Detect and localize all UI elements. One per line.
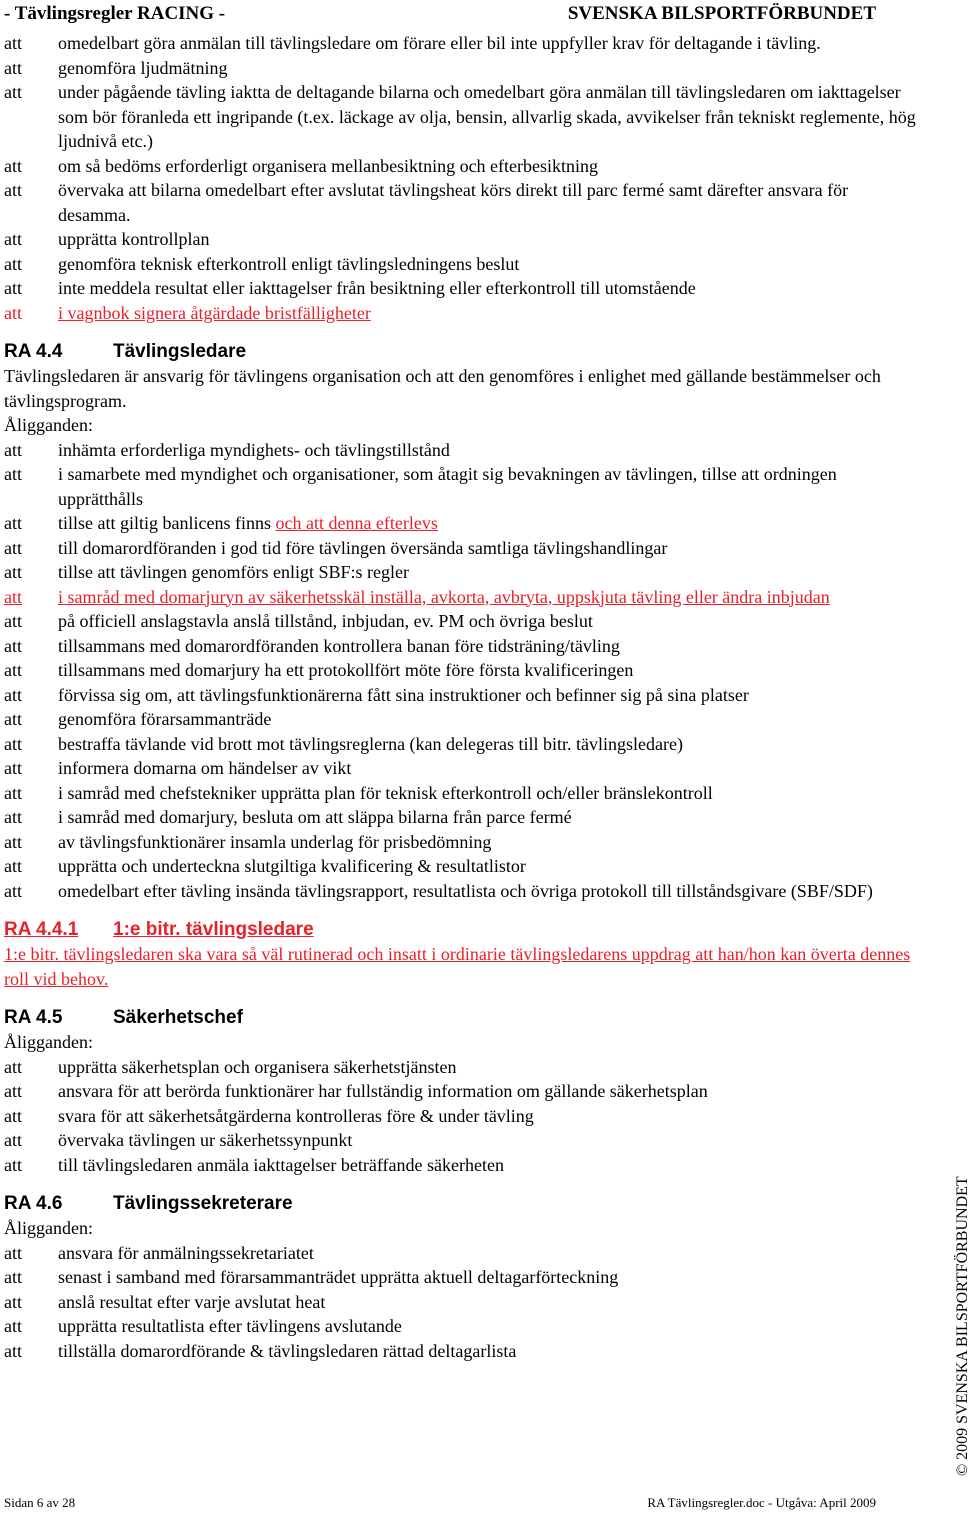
list-item: att upprätta resultatlista efter tävlingens avslutande <box>4 1316 402 1336</box>
list-item: att inhämta erforderliga myndighets- och tävlingstillstånd <box>4 439 450 460</box>
section-text-revised: 1:e bitr. tävlingsledaren ska vara så väl rutinerad och insatt i ordinarie tävlingsledarens uppdrag att han/hon kan överta dennes roll vid behov. <box>4 944 911 989</box>
list-item: att i samarbete med myndighet och organisationer, som åtagit sig bevakningen av tävlingen, tillse att ordningen upprätthålls <box>4 464 837 509</box>
section-title: Tävlingsledare <box>113 341 247 362</box>
list-item: att tillse att tävlingen genomförs enligt SBF:s regler <box>4 562 409 582</box>
duty-list-4-5 <box>4 1055 919 1178</box>
list-item: att på officiell anslagstavla anslå tillstånd, inbjudan, ev. PM och övriga beslut <box>4 611 593 631</box>
revised-text: och att denna efterlevs <box>275 513 438 533</box>
section-heading-4-4-1 <box>4 918 919 942</box>
list-item: att genomföra teknisk efterkontroll enligt tävlingsledningens beslut <box>4 253 520 274</box>
header-organization: SVENSKA BILSPORTFÖRBUNDET <box>567 3 876 24</box>
list-item: att omedelbart efter tävling insända tävlingsrapport, resultatlista och övriga protokoll till tillståndsgivare (SBF/SDF) <box>4 880 873 901</box>
list-item: att till domarordföranden i god tid före tävlingen översända samtliga tävlingshandlingar <box>4 537 668 558</box>
header-title: - Tävlingsregler RACING - <box>4 3 226 24</box>
section-title: Säkerhetschef <box>113 1007 243 1028</box>
section-heading-4-6 <box>4 1192 919 1216</box>
page-number: Sidan 6 av 28 <box>4 1495 76 1510</box>
list-item: att bestraffa tävlande vid brott mot tävlingsreglerna (kan delegeras till bitr. tävlingsledare) <box>4 733 683 754</box>
document-info: RA Tävlingsregler.doc - Utgåva: April 2009 <box>647 1495 876 1510</box>
section-number: RA 4.6 <box>4 1193 63 1214</box>
list-item: att tillse att giltig banlicens finns och att denna efterlevs <box>4 513 438 533</box>
list-item: att förvissa sig om, att tävlingsfunktionärerna fått sina instruktioner och befinner sig på sina platser <box>4 684 749 705</box>
list-item: att genomföra ljudmätning <box>4 57 228 78</box>
list-item: att informera domarna om händelser av vikt <box>4 758 352 778</box>
list-item: att om så bedöms erforderligt organisera mellanbesiktning och efterbesiktning <box>4 155 599 176</box>
duties-label: Åligganden: <box>4 415 93 435</box>
section-title: Tävlingssekreterare <box>113 1193 293 1214</box>
section-heading-4-4 <box>4 340 919 364</box>
list-item: att omedelbart göra anmälan till tävlingsledare om förare eller bil inte uppfyller krav för deltagande i tävling. <box>4 33 821 53</box>
list-item: att övervaka tävlingen ur säkerhetssynpunkt <box>4 1130 353 1150</box>
list-item: att tillställa domarordförande & tävlingsledaren rättad deltagarlista <box>4 1340 517 1361</box>
list-item: att upprätta kontrollplan <box>4 229 210 249</box>
list-item: att svara för att säkerhetsåtgärderna kontrolleras före & under tävling <box>4 1105 534 1126</box>
list-item: att inte meddela resultat eller iakttagelser från besiktning eller efterkontroll till utomstående <box>4 278 696 298</box>
list-item: att ansvara för att berörda funktionärer har fullständig information om gällande säkerhetsplan <box>4 1081 708 1101</box>
continued-duty-list <box>4 31 919 325</box>
document-body <box>4 31 919 1363</box>
list-item: att upprätta säkerhetsplan och organisera säkerhetstjänsten <box>4 1056 457 1077</box>
section-number: RA 4.5 <box>4 1007 63 1028</box>
section-heading-4-5 <box>4 1006 919 1030</box>
copyright-vertical: © 2009 SVENSKA BILSPORTFÖRBUNDET <box>954 1176 971 1476</box>
duty-list-4-4 <box>4 438 919 904</box>
list-item: att ansvara för anmälningssekretariatet <box>4 1242 314 1263</box>
section-intro: Tävlingsledaren är ansvarig för tävlingens organisation och att den genomföres i enlighet med gällande bestämmelser och tävlingsprogram. <box>4 366 881 411</box>
page-header <box>4 3 876 27</box>
list-item: att upprätta och underteckna slutgiltiga kvalificering & resultatlistor <box>4 856 526 876</box>
list-item: att övervaka att bilarna omedelbart efter avslutat tävlingsheat körs direkt till parc fermé samt därefter ansvara för desamma. <box>4 180 849 225</box>
list-item: att tillsammans med domarordföranden kontrollera banan före tidsträning/tävling <box>4 635 620 656</box>
list-item-revised: att i samråd med domarjuryn av säkerhetsskäl inställa, avkorta, avbryta, uppskjuta tävling eller ändra inbjudan <box>4 586 830 607</box>
list-item: att till tävlingsledaren anmäla iakttagelser beträffande säkerheten <box>4 1154 504 1175</box>
duties-label: Åligganden: <box>4 1218 93 1238</box>
section-number: RA 4.4 <box>4 341 63 362</box>
list-item: att anslå resultat efter varje avslutat heat <box>4 1291 326 1312</box>
list-item: att under pågående tävling iaktta de deltagande bilarna och omedelbart göra anmälan till tävlingsledaren om iakttagelser som bör föranleda ett ingripande (t.ex. läckage av olja, bensin, allvarlig skada, avvikelser från tekniskt reglemente, hög ljudnivå etc.) <box>4 82 916 151</box>
duties-label: Åligganden: <box>4 1032 93 1052</box>
section-number: RA 4.4.1 <box>4 919 79 940</box>
section-title: 1:e bitr. tävlingsledare <box>113 919 314 940</box>
list-item: att senast i samband med förarsammanträdet upprätta aktuell deltagarförteckning <box>4 1267 619 1287</box>
list-item: att av tävlingsfunktionärer insamla underlag för prisbedömning <box>4 831 492 852</box>
list-item: att i samråd med chefstekniker upprätta plan för teknisk efterkontroll och/eller bränslekontroll <box>4 782 713 803</box>
duty-list-4-6 <box>4 1241 919 1364</box>
list-item: att i samråd med domarjury, besluta om att släppa bilarna från parce fermé <box>4 807 572 827</box>
list-item: att genomföra förarsammanträde <box>4 709 272 729</box>
list-item: att tillsammans med domarjury ha ett protokollfört möte före första kvalificeringen <box>4 660 634 680</box>
list-item-revised: att i vagnbok signera åtgärdade bristfälligheter <box>4 302 371 323</box>
